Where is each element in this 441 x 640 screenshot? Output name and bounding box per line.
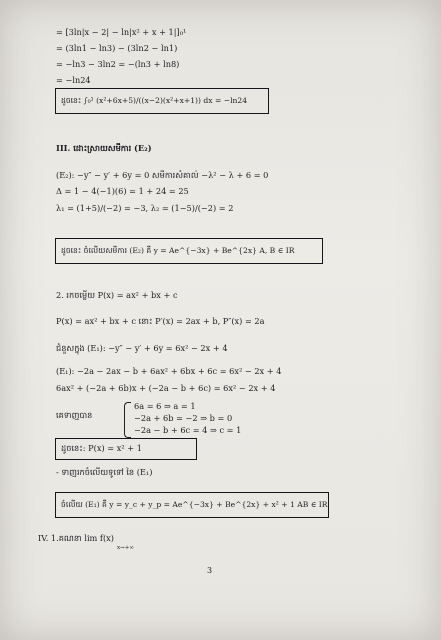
section-iii-heading: III. ដោះស្រាយសមីការ (E₂) [56, 143, 152, 153]
integral-step-3: = −ln3 − 3ln2 = −(ln3 + ln8) [56, 59, 180, 69]
integral-step-1: = [3ln|x − 2| − ln|x² + x + 1|]₀¹ [56, 27, 187, 37]
system-eq-2: −2a + 6b = −2 ⇒ b = 0 [134, 413, 233, 423]
e1-expanded: (E₁): −2a − 2ax − b + 6ax² + 6bx + 6c = 6x² − 2x + 4 [56, 366, 282, 376]
result-e1: ចំលើយ (E₁) គឺ y = y_c + y_p = Ae^{−3x} + Be^{2x} + x² + 1 AB ∈ IR [61, 500, 328, 509]
limit-subscript: x→+∞ [117, 545, 134, 551]
page-number: 3 [207, 566, 213, 575]
e2-equation: (E₂): −y″ − y′ + 6y = 0 សមីការសំគាល់ −λ² − λ + 6 = 0 [56, 170, 269, 180]
integral-step-4: = −ln24 [56, 75, 91, 85]
p-derivatives: P(x) = ax² + bx + c នោះ P′(x) = 2ax + b, P″(x) = 2a [56, 316, 265, 326]
system-eq-1: 6a = 6 ⇒ a = 1 [134, 401, 196, 411]
substitute-e1: ជំនួសក្នុង (E₁): −y″ − y′ + 6y = 6x² − 2x + 4 [56, 343, 228, 353]
integral-step-2: = (3ln1 − ln3) − (3ln2 − ln1) [56, 43, 178, 53]
result-box-integral [55, 88, 269, 114]
e2-discriminant: Δ = 1 − 4(−1)(6) = 1 + 24 = 25 [56, 186, 189, 196]
system-brace [124, 402, 131, 438]
e2-roots: λ₁ = (1+5)/(−2) = −3, λ₂ = (1−5)/(−2) = 2 [56, 203, 234, 213]
system-eq-3: −2a − b + 6c = 4 ⇒ c = 1 [134, 425, 242, 435]
part2-heading: 2. រកចម្លើយ P(x) = ax² + bx + c [56, 290, 178, 300]
e1-collected: 6ax² + (−2a + 6b)x + (−2a − b + 6c) = 6x² − 2x + 4 [56, 383, 276, 393]
result-e2: ដូចនេះ ចំលើយសមីការ (E₂) គឺ y = Ae^{−3x} + Be^{2x} A, B ∈ IR [61, 246, 295, 255]
result-box-e1 [55, 492, 329, 518]
result-box-e2 [55, 238, 323, 264]
result-p: ដូចនេះ: P(x) = x² + 1 [61, 443, 142, 453]
result-box-p [55, 438, 197, 460]
deduce-label: គេទាញបាន [56, 410, 93, 420]
section-iv-heading: IV. 1.គណនា lim f(x) [38, 533, 114, 543]
general-solution-heading: - ទាញរកចំលើយទូទៅ នៃ (E₁) [56, 467, 153, 477]
result-integral: ដូចនេះ ∫₀¹ (x²+6x+5)/((x−2)(x²+x+1)) dx = −ln24 [61, 96, 248, 105]
